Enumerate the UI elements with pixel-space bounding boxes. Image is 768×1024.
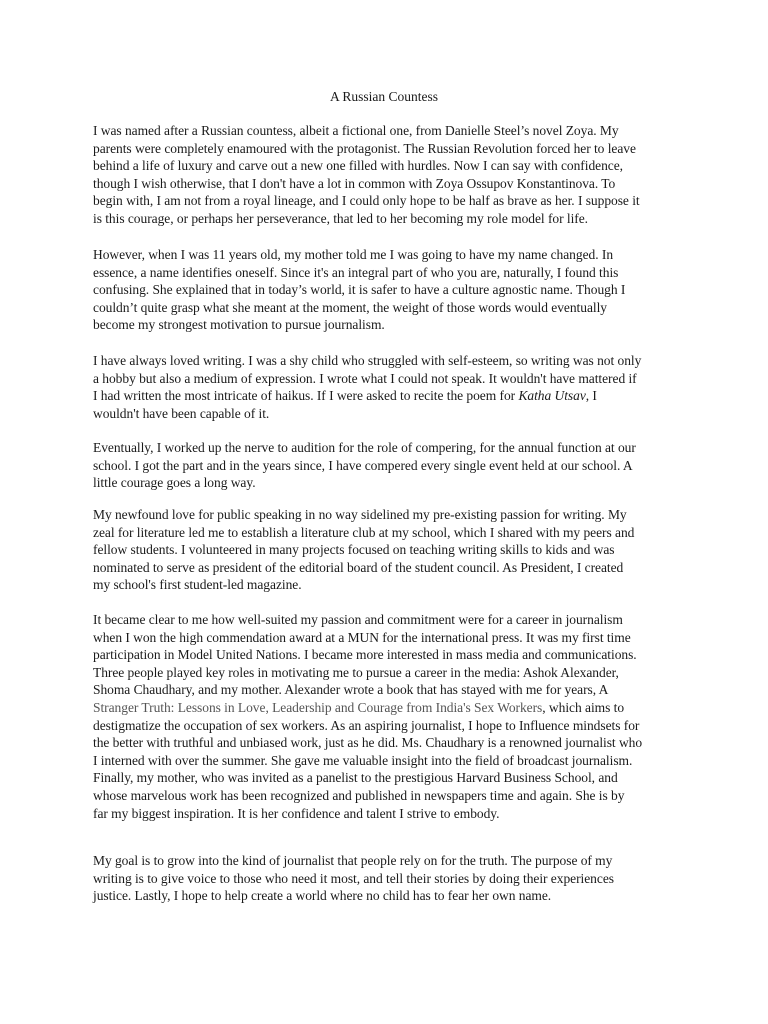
text-line: confusing. She explained that in today’s world, it is safer to have a culture agnostic name. Though I	[93, 282, 626, 298]
text-fragment: I had written the most intricate of haikus. If I were asked to recite the poem for	[93, 388, 519, 404]
paragraph-journalism	[93, 611, 683, 822]
text-line: Eventually, I worked up the nerve to audition for the role of compering, for the annual function at our	[93, 440, 636, 455]
poem-title: Katha Utsav	[518, 388, 586, 404]
text-line: I have always loved writing. I was a shy child who struggled with self-esteem, so writing was not only	[93, 353, 642, 368]
text-line: couldn’t quite grasp what she meant at the moment, the weight of those words would eventually	[93, 299, 607, 315]
text-line: is this courage, or perhaps her perseverance, that led to her becoming my role model for life.	[93, 210, 588, 226]
paragraph-goal	[93, 852, 683, 905]
text-line: I interned with over the summer. She gave me valuable insight into the field of broadcast journalism.	[93, 752, 633, 768]
text-line: essence, a name identifies oneself. Since it's an integral part of who you are, naturally, I found this	[93, 264, 619, 280]
paragraph-compering	[93, 439, 683, 492]
text-fragment: , which aims to	[542, 699, 625, 715]
text-line: destigmatize the occupation of sex workers. As an aspiring journalist, I hope to Influence mindsets for	[93, 717, 640, 733]
book-title: Stranger Truth: Lessons in Love, Leadership and Courage from India's Sex Workers	[93, 699, 543, 715]
text-line: begin with, I am not from a royal lineage, and I could only hope to be half as brave as her. I suppose it	[93, 193, 640, 209]
text-line: My goal is to grow into the kind of journalist that people rely on for the truth. The purpose of my	[93, 853, 613, 868]
paragraph-intro	[93, 122, 683, 228]
text-line: my school's first student-led magazine.	[93, 577, 302, 593]
text-line: However, when I was 11 years old, my mother told me I was going to have my name changed. In	[93, 247, 614, 262]
text-line: fellow students. I volunteered in many projects focused on teaching writing skills to kids and was	[93, 542, 615, 558]
text-line: a hobby but also a medium of expression. I wrote what I could not speak. It wouldn't have mattered if	[93, 370, 637, 386]
text-line: justice. Lastly, I hope to help create a world where no child has to fear her own name.	[93, 888, 552, 904]
text-line: wouldn't have been capable of it.	[93, 405, 270, 421]
paragraph-literature-club	[93, 506, 683, 594]
text-line: zeal for literature led me to establish a literature club at my school, which I shared with my peers and	[93, 524, 635, 540]
text-line: when I won the high commendation award at a MUN for the international press. It was my first time	[93, 629, 631, 645]
text-line: Finally, my mother, who was invited as a panelist to the prestigious Harvard Business School, and	[93, 770, 618, 786]
paragraph-name-change	[93, 246, 683, 334]
text-line: whose marvelous work has been recognized and published in newspapers time and again. She is by	[93, 787, 625, 803]
text-fragment: , I	[585, 388, 597, 404]
text-line: writing is to give voice to those who need it most, and tell their stories by doing their experiences	[93, 870, 614, 886]
paragraph-writing	[93, 352, 683, 422]
text-line: parents were completely enamoured with the protagonist. The Russian Revolution forced her to leave	[93, 140, 636, 156]
text-line: My newfound love for public speaking in no way sidelined my pre-existing passion for writing. My	[93, 507, 627, 522]
text-line: little courage goes a long way.	[93, 475, 256, 491]
text-line: far my biggest inspiration. It is her confidence and talent I strive to embody.	[93, 805, 500, 821]
text-line	[93, 387, 683, 405]
text-line: school. I got the part and in the years since, I have compered every single event held at our school. A	[93, 457, 633, 473]
text-line: It became clear to me how well-suited my passion and commitment were for a career in journalism	[93, 612, 623, 627]
text-line: behind a life of luxury and carve out a new one filled with hurdles. Now I can say with confidence,	[93, 158, 624, 174]
text-line: the better with truthful and unbiased work, just as he did. Ms. Chaudhary is a renowned journalist who	[93, 735, 643, 751]
text-line: I was named after a Russian countess, albeit a fictional one, from Danielle Steel’s novel Zoya. My	[93, 123, 619, 138]
text-line: become my strongest motivation to pursue journalism.	[93, 317, 385, 333]
text-line: participation in Model United Nations. I became more interested in mass media and communications.	[93, 647, 637, 663]
text-line	[93, 699, 683, 717]
text-line: Three people played key roles in motivating me to pursue a career in the media: Ashok Alexander,	[93, 664, 619, 680]
text-line: Shoma Chaudhary, and my mother. Alexander wrote a book that has stayed with me for years, A	[93, 682, 609, 698]
text-line: though I wish otherwise, that I don't have a lot in common with Zoya Ossupov Konstantinova. To	[93, 175, 616, 191]
text-line: nominated to serve as president of the editorial board of the student council. As President, I created	[93, 559, 624, 575]
document-title: A Russian Countess	[329, 89, 438, 104]
